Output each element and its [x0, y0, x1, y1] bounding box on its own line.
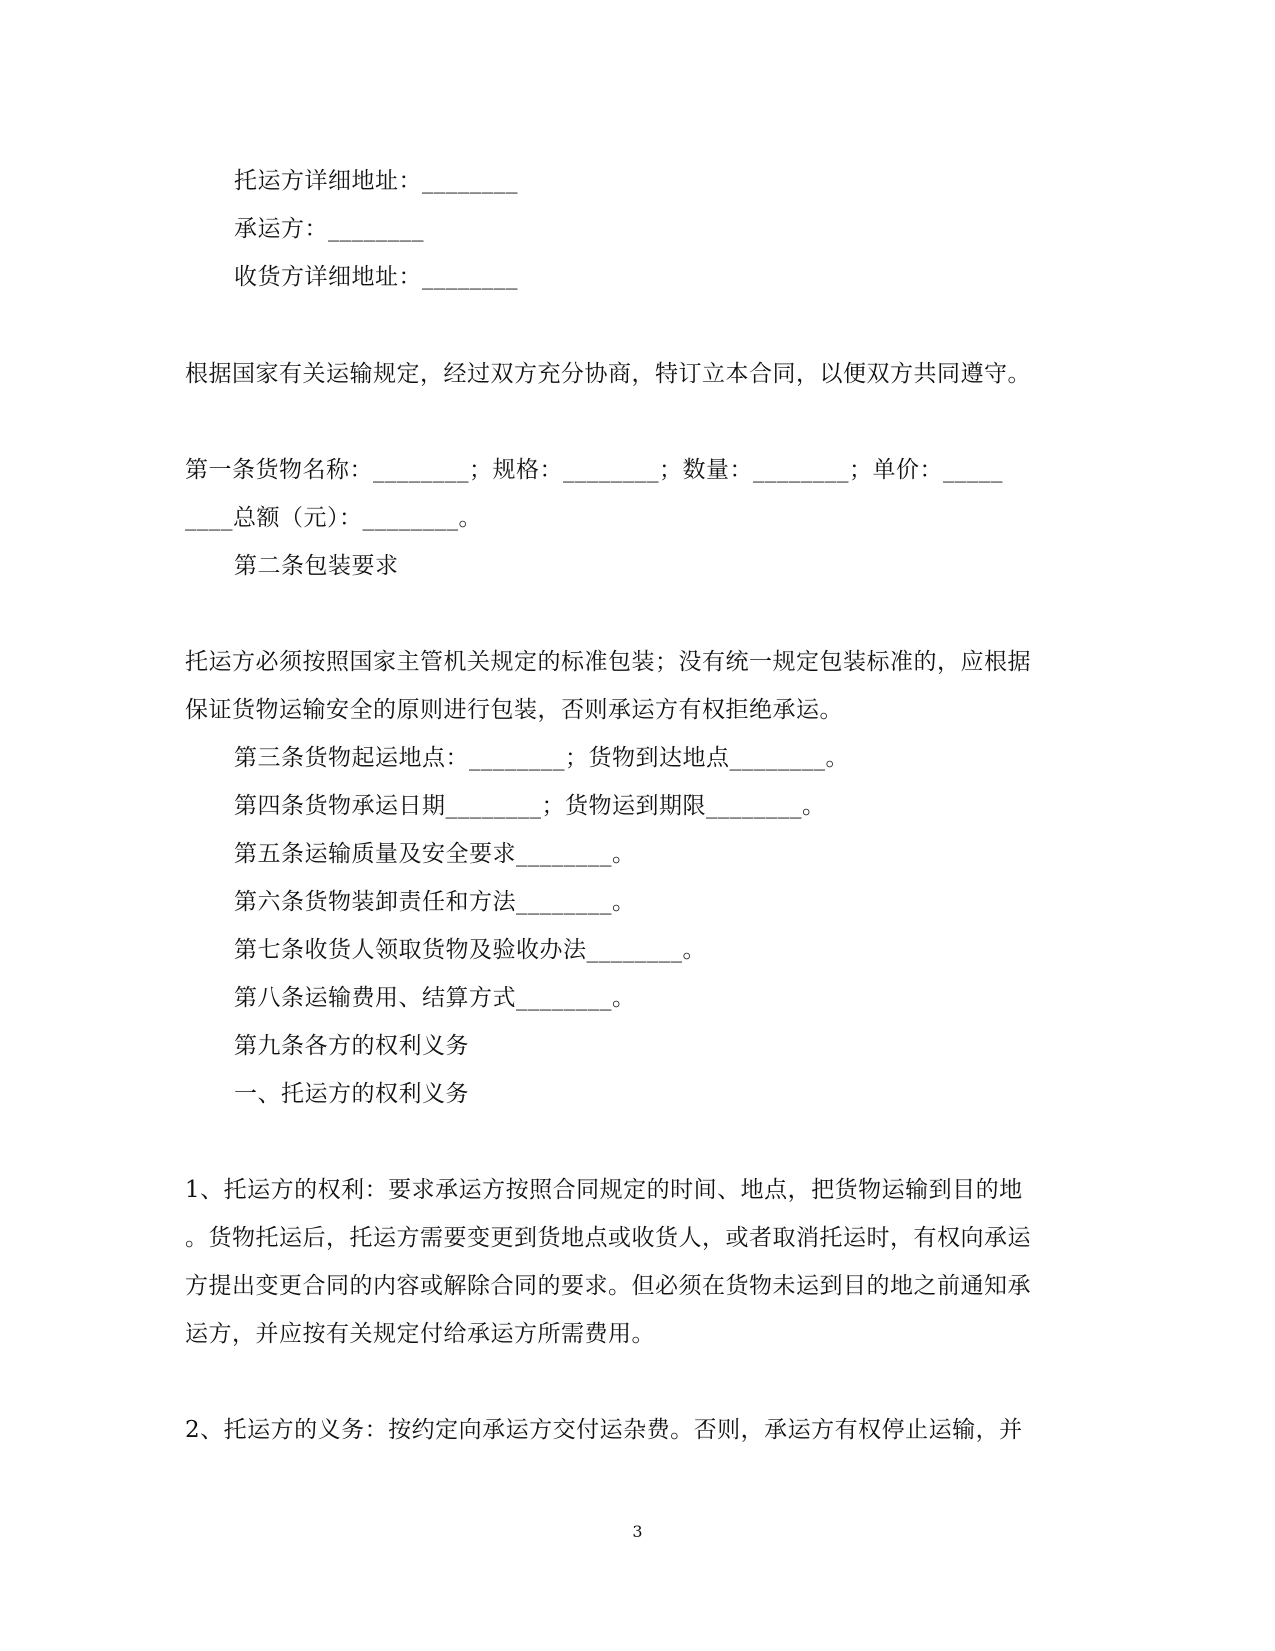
- shipper-rights-line-2: 。货物托运后，托运方需要变更到货地点或收货人，或者取消托运时，有权向承运: [185, 1225, 1031, 1251]
- article-5-line: 第五条运输质量及安全要求________。: [234, 841, 636, 867]
- article-1-line-1: 第一条货物名称：________；规格：________；数量：________；单价：_____: [185, 457, 1003, 483]
- shipper-rights-line-1: 1、托运方的权利：要求承运方按照合同规定的时间、地点，把货物运输到目的地: [185, 1177, 1023, 1203]
- shipper-rights-heading: 一、托运方的权利义务: [234, 1081, 469, 1107]
- article-7-line: 第七条收货人领取货物及验收办法________。: [234, 937, 706, 963]
- preamble-paragraph: 根据国家有关运输规定，经过双方充分协商，特订立本合同，以便双方共同遵守。: [185, 361, 1031, 387]
- article-1-line-2: ____总额（元）：________。: [185, 505, 482, 531]
- article-4-line: 第四条货物承运日期________；货物运到期限________。: [234, 793, 826, 819]
- article-3-line: 第三条货物起运地点：________；货物到达地点________。: [234, 745, 849, 771]
- article-6-line: 第六条货物装卸责任和方法________。: [234, 889, 636, 915]
- carrier-line: 承运方：________: [234, 216, 424, 242]
- article-2-heading: 第二条包装要求: [234, 553, 399, 579]
- article-8-line: 第八条运输费用、结算方式________。: [234, 985, 636, 1011]
- shipper-obligations-line-1: 2、托运方的义务：按约定向承运方交付运杂费。否则，承运方有权停止运输，并: [185, 1417, 1023, 1443]
- page-number: 3: [632, 1522, 643, 1541]
- packaging-paragraph-line-1: 托运方必须按照国家主管机关规定的标准包装；没有统一规定包装标准的，应根据: [185, 649, 1031, 675]
- shipper-rights-line-4: 运方，并应按有关规定付给承运方所需费用。: [185, 1321, 655, 1347]
- shipper-rights-line-3: 方提出变更合同的内容或解除合同的要求。但必须在货物未运到目的地之前通知承: [185, 1273, 1031, 1299]
- article-9-heading: 第九条各方的权利义务: [234, 1033, 469, 1059]
- shipper-address-line: 托运方详细地址：________: [234, 168, 518, 194]
- consignee-address-line: 收货方详细地址：________: [234, 264, 518, 290]
- packaging-paragraph-line-2: 保证货物运输安全的原则进行包装，否则承运方有权拒绝承运。: [185, 697, 843, 723]
